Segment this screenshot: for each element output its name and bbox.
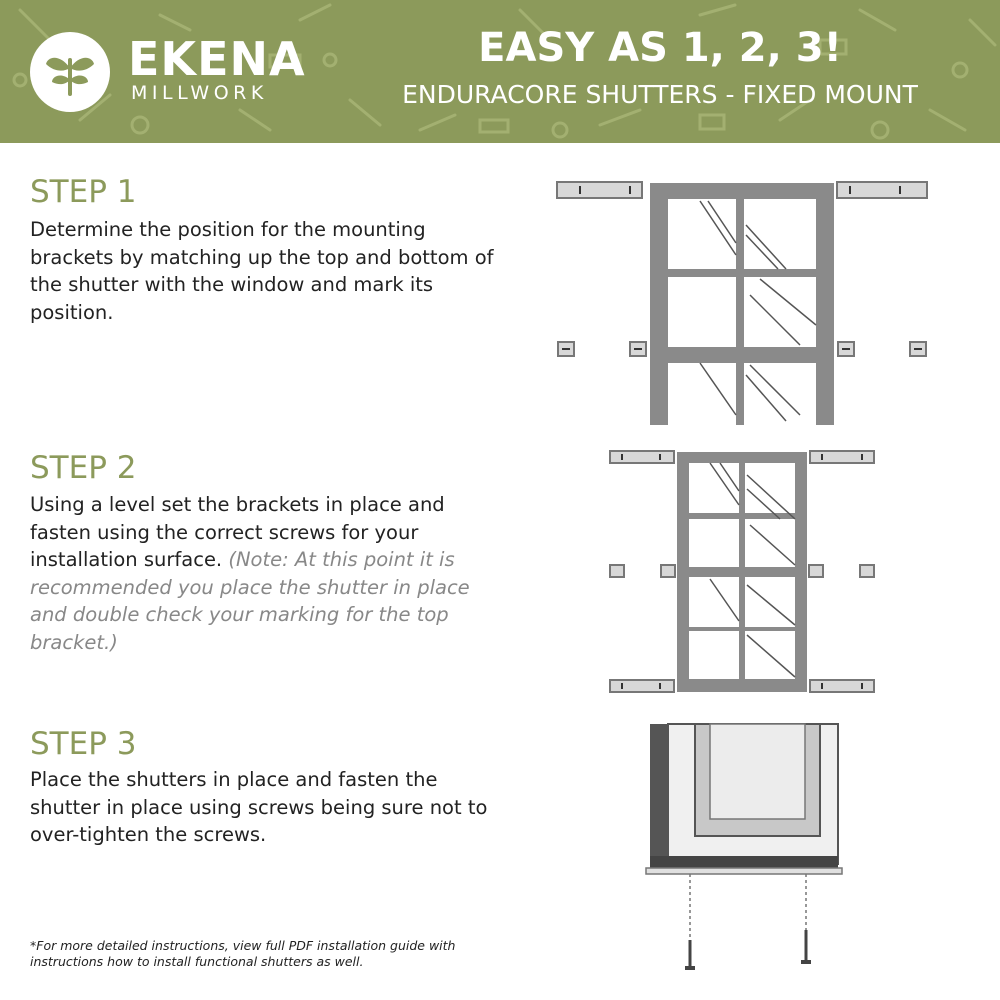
page-subtitle: ENDURACORE SHUTTERS - FIXED MOUNT: [402, 80, 918, 109]
leaf-icon: [30, 32, 110, 112]
screw-left: [685, 874, 695, 970]
step-3-illustration: [640, 720, 850, 980]
top-bracket-left: [557, 182, 642, 198]
step-2-text: [30, 491, 510, 656]
step-3-text: Place the shutters in place and fasten the shutter in place using screws being sure not to over-tighten the screws.: [30, 768, 488, 846]
screw-right: [801, 874, 811, 964]
shutter-closeup: [646, 724, 842, 874]
footnote: *For more detailed instructions, view full PDF installation guide with instructions how to install functional shutters as well.: [30, 938, 456, 969]
header-banner: [0, 0, 1000, 143]
brand-subtitle: MILLWORK: [131, 82, 268, 104]
page-title: EASY AS 1, 2, 3!: [478, 25, 842, 71]
shutter-window: [677, 452, 807, 692]
step-2-note: (Note: At this point it is recommended you place the shutter in place and double check your marking for the top bracket.): [30, 548, 470, 654]
step-3-heading: STEP 3: [30, 726, 137, 762]
top-bracket-right: [837, 182, 927, 198]
logo-badge: [30, 32, 110, 112]
step-2-illustration: [600, 445, 885, 700]
step-1-illustration: [550, 175, 940, 425]
brand-name: EKENA: [128, 32, 306, 86]
step-2-instruction: Using a level set the brackets in place and fasten using the correct screws for your installation surface.: [30, 493, 445, 571]
step-2-heading: STEP 2: [30, 450, 137, 486]
step-1-heading: STEP 1: [30, 174, 137, 210]
window-frame: [650, 183, 834, 425]
step-1-text: Determine the position for the mounting brackets by matching up the top and bottom of the shutter with the window and mark its position.: [30, 218, 494, 324]
